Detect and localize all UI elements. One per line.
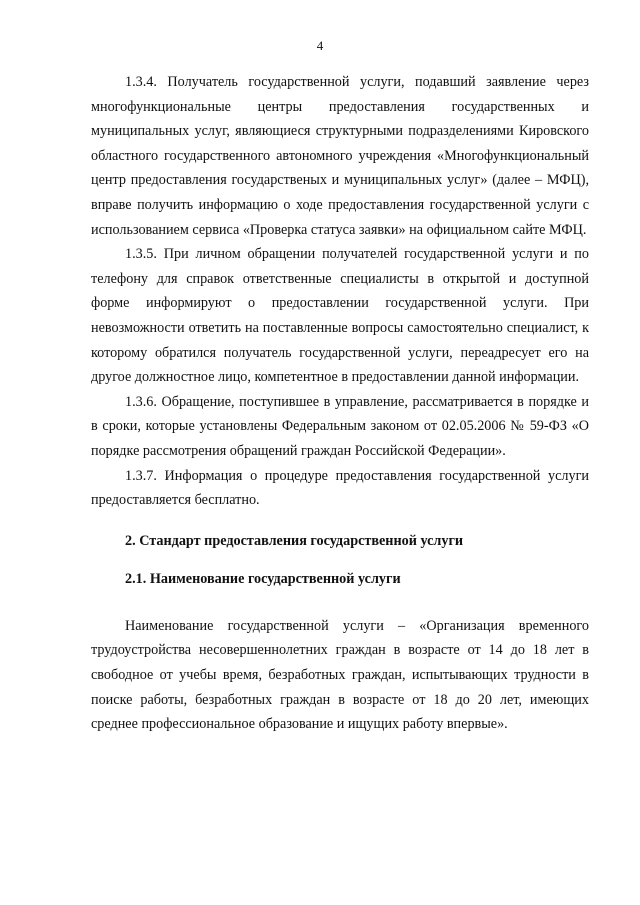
document-body bbox=[91, 70, 589, 737]
page-number: 4 bbox=[316, 38, 324, 53]
paragraph-2-1-text: Наименование государственной услуги – «Организация временного трудоустройства несовершеннолетних граждан в возрасте от 14 до 18 лет в свободное от учебы время, безработных граждан, испытывающих трудности в поиске работы, безработных граждан в возрасте от 18 до 20 лет, имеющих среднее профессиональное образование и ищущих работу впервые». bbox=[91, 617, 589, 733]
section-2-1-heading: 2.1. Наименование государственной услуги bbox=[125, 571, 401, 588]
paragraph-1-3-6: 1.3.6. Обращение, поступившее в управление, рассматривается в порядке и в сроки, которые установлены Федеральным законом от 02.05.2006 № 59-ФЗ «О порядке рассмотрения обращений граждан Российской Федерации». bbox=[91, 393, 589, 459]
paragraph-1-3-4: 1.3.4. Получатель государственной услуги, подавший заявление через многофункциональные центры предоставления государственных и муниципальных услуг, являющиеся структурными подразделениями Кировского областного государственного автономного учреждения «Многофункциональный центр предоставления государственых и муниципальных услуг» (далее – МФЦ), вправе получить информацию о ходе предоставления государственной услуги с использованием сервиса «Проверка статуса заявки» на официальном сайте МФЦ. bbox=[91, 74, 589, 238]
paragraph-1-3-5: 1.3.5. При личном обращении получателей государственной услуги и по телефону для справок ответственные специалисты в открытой и доступной форме информируют о предоставлении государственной услуги. При невозможности ответить на поставленные вопросы самостоятельно специалист, к которому обратился получатель государственной услуги, переадресует его на другое должностное лицо, компетентное в предоставлении данной информации. bbox=[91, 246, 589, 386]
section-2-heading: 2. Стандарт предоставления государственной услуги bbox=[125, 532, 464, 549]
paragraph-1-3-7: 1.3.7. Информация о процедуре предоставления государственной услуги предоставляется бесплатно. bbox=[91, 467, 589, 509]
